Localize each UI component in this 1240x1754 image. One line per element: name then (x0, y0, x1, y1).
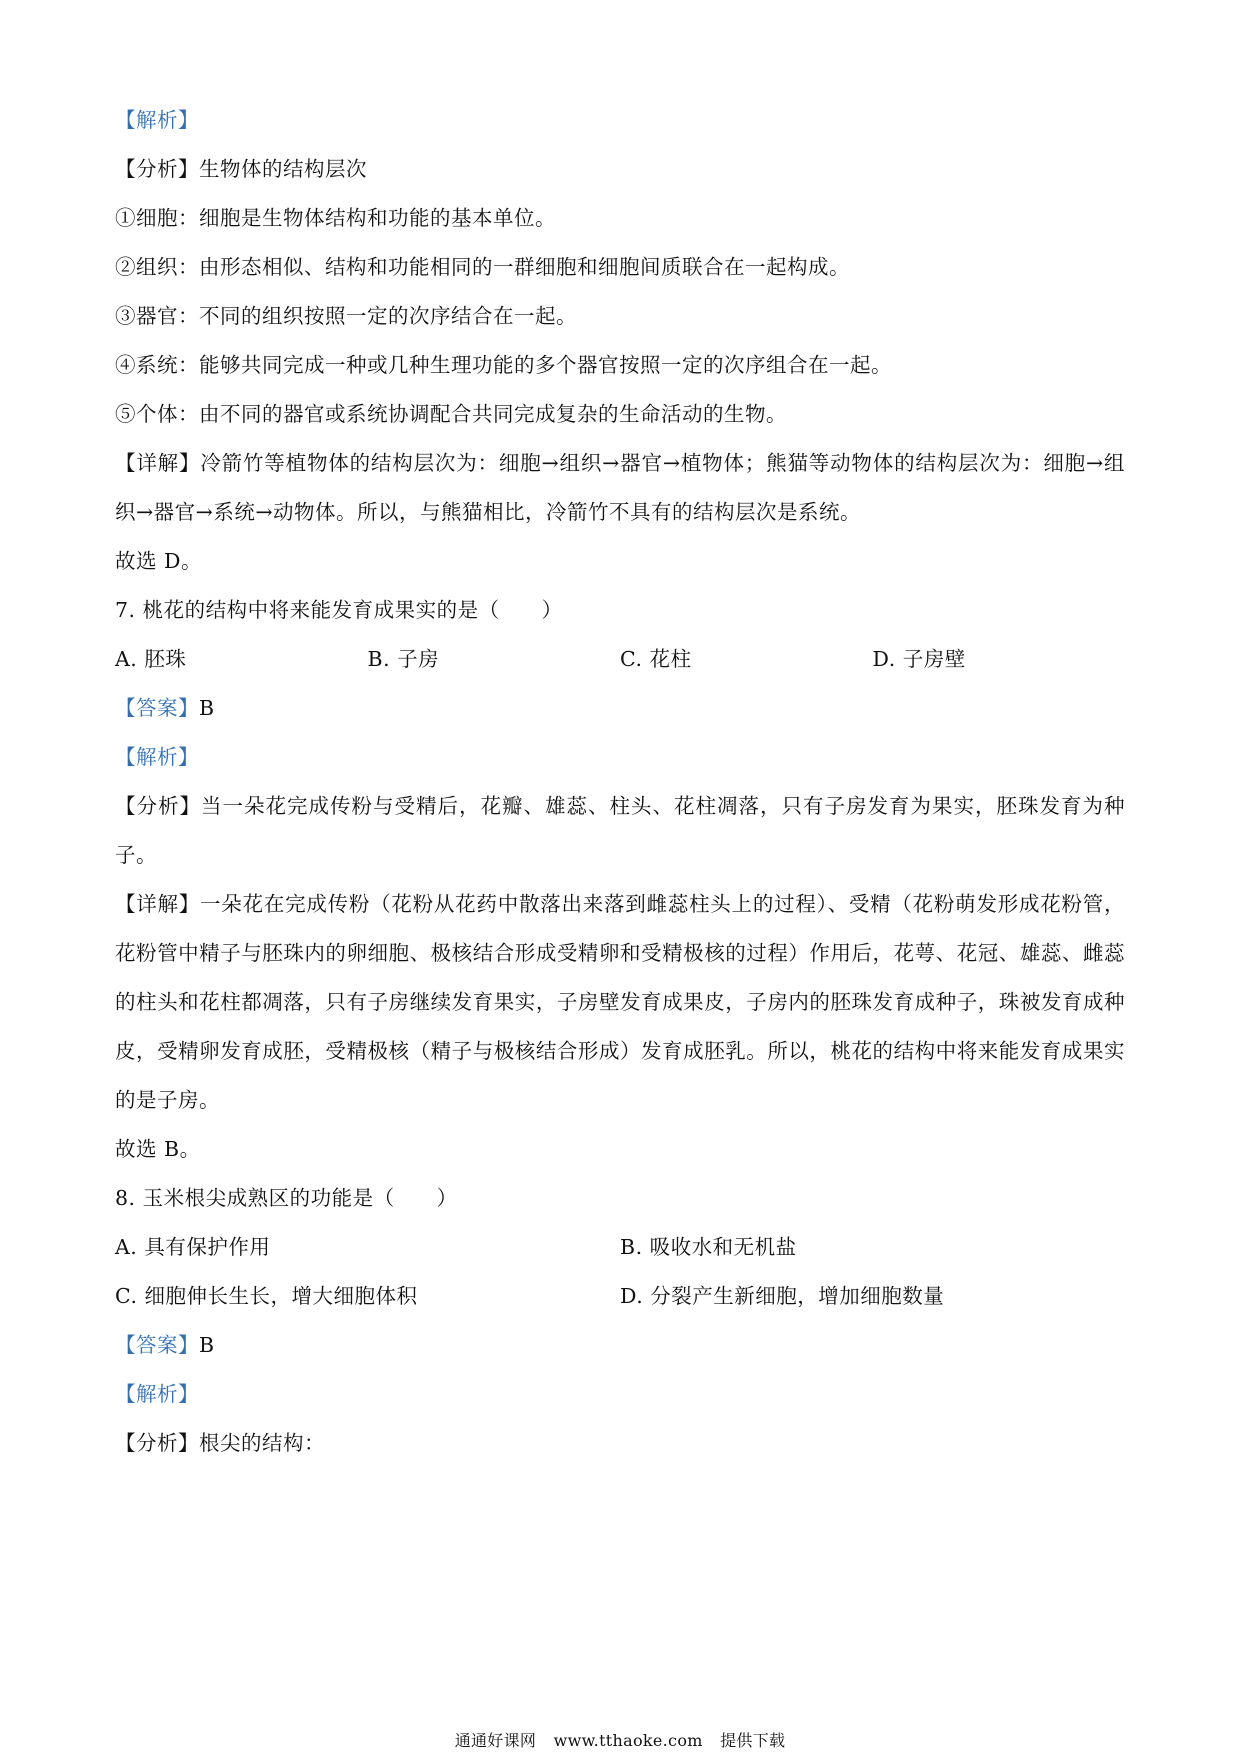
fenxi-paragraph (115, 782, 1125, 880)
jiexi-heading (115, 96, 1125, 145)
option-a: A. 胚珠 (115, 647, 187, 671)
options-row (115, 1223, 1125, 1272)
option-d: D. 分裂产生新细胞，增加细胞数量 (620, 1284, 945, 1308)
conclusion: 故选 B。 (115, 1137, 201, 1161)
jiexi-label: 【解析】 (115, 745, 199, 769)
point-item: ②组织：由形态相似、结构和功能相同的一群细胞和细胞间质联合在一起构成。 (115, 255, 850, 279)
fenxi-line (115, 145, 1125, 194)
jiexi-heading (115, 1370, 1125, 1419)
question-7: 7. 桃花的结构中将来能发育成果实的是（ ） (115, 598, 563, 622)
xiangjie-text: 一朵花在完成传粉（花粉从花药中散落出来落到雌蕊柱头上的过程）、受精（花粉萌发形成花粉管，花粉管中精子与胚珠内的卵细胞、极核结合形成受精卵和受精极核的过程）作用后，花萼、花冠、雄蕊、雌蕊的柱头和花柱都凋落，只有子房继续发育果实，子房壁发育成果皮，子房内的胚珠发育成种子，珠被发育成种皮，受精卵发育成胚，受精极核（精子与极核结合形成）发育成胚乳。所以，桃花的结构中将来能发育成果实的是子房。 (115, 892, 1126, 1112)
answer-label: 【答案】 (115, 1333, 199, 1357)
conclusion: 故选 D。 (115, 549, 202, 573)
option-a: A. 具有保护作用 (115, 1235, 271, 1259)
point-item: ①细胞：细胞是生物体结构和功能的基本单位。 (115, 206, 556, 230)
answer-line (115, 684, 1125, 733)
option-c: C. 花柱 (620, 647, 692, 671)
jiexi-label: 【解析】 (115, 1382, 199, 1406)
fenxi-text: 根尖的结构： (199, 1431, 325, 1455)
fenxi-text: 生物体的结构层次 (199, 157, 367, 181)
point-item: ⑤个体：由不同的器官或系统协调配合共同完成复杂的生命活动的生物。 (115, 402, 787, 426)
point-item: ③器官：不同的组织按照一定的次序结合在一起。 (115, 304, 577, 328)
footer-url[interactable]: www.tthaoke.com (553, 1731, 703, 1750)
answer-label: 【答案】 (115, 696, 199, 720)
question-8: 8. 玉米根尖成熟区的功能是（ ） (115, 1186, 458, 1210)
options-row (115, 635, 1125, 684)
xiangjie-paragraph (115, 880, 1125, 1125)
answer-value: B (199, 1333, 215, 1357)
fenxi-text: 当一朵花完成传粉与受精后，花瓣、雄蕊、柱头、花柱凋落，只有子房发育为果实，胚珠发育为种子。 (115, 794, 1125, 867)
option-c: C. 细胞伸长生长，增大细胞体积 (115, 1284, 418, 1308)
answer-line (115, 1321, 1125, 1370)
document-page (115, 96, 1125, 1468)
jiexi-label: 【解析】 (115, 108, 199, 132)
fenxi-line (115, 1419, 1125, 1468)
option-b: B. 子房 (367, 647, 440, 671)
fenxi-label: 【分析】 (115, 1431, 199, 1455)
xiangjie-text: 冷箭竹等植物体的结构层次为：细胞→组织→器官→植物体；熊猫等动物体的结构层次为：细胞→组织→器官→系统→动物体。所以，与熊猫相比，冷箭竹不具有的结构层次是系统。 (115, 451, 1125, 524)
fenxi-label: 【分析】 (115, 157, 199, 181)
xiangjie-label: 【详解】 (115, 451, 201, 475)
xiangjie-label: 【详解】 (115, 892, 201, 916)
option-b: B. 吸收水和无机盐 (620, 1235, 797, 1259)
point-item: ④系统：能够共同完成一种或几种生理功能的多个器官按照一定的次序组合在一起。 (115, 353, 892, 377)
option-d: D. 子房壁 (872, 647, 966, 671)
footer-site-name: 通通好课网 (454, 1731, 537, 1750)
footer-note: 提供下载 (720, 1731, 786, 1750)
jiexi-heading (115, 733, 1125, 782)
answer-value: B (199, 696, 215, 720)
page-footer (0, 1728, 1240, 1751)
xiangjie-paragraph (115, 439, 1125, 537)
fenxi-label: 【分析】 (115, 794, 201, 818)
options-row (115, 1272, 1125, 1321)
